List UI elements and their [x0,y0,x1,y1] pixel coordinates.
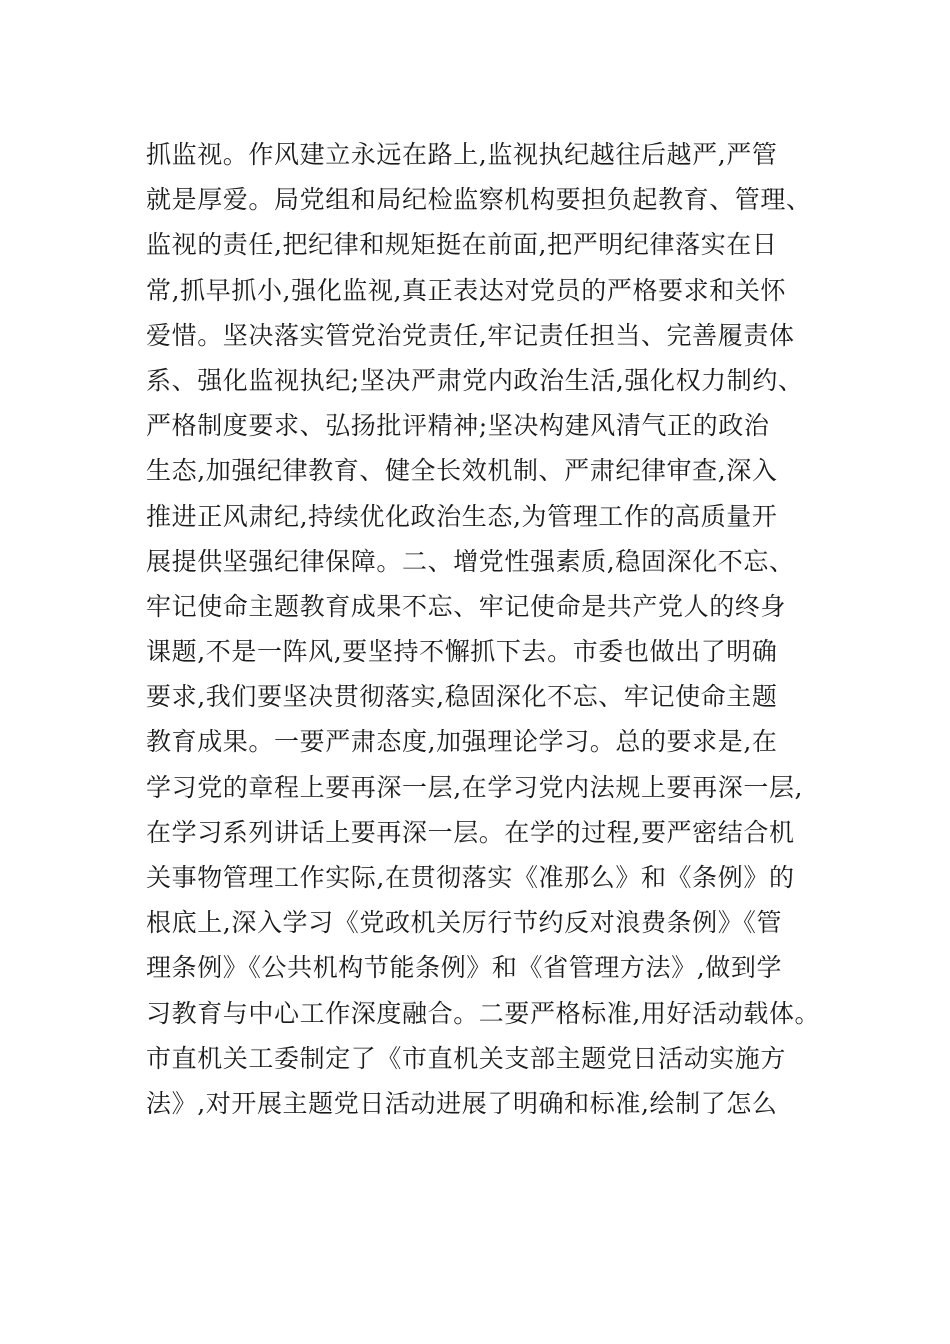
text-line: 根底上,深入学习《党政机关厉行节约反对浪费条例》《管 [146,908,783,938]
text-line: 学习党的章程上要再深一层,在学习党内法规上要再深一层, [146,772,804,802]
text-line: 系、强化监视执纪;坚决严肃党内政治生活,强化权力制约、 [146,365,804,395]
text-line: 抓监视。作风建立永远在路上,监视执纪越往后越严,严管 [146,140,778,169]
text-line: 习教育与中心工作深度融合。二要严格标准,用好活动载体。 [146,998,821,1028]
text-line: 爱惜。坚决落实管党治党责任,牢记责任担当、完善履责体 [146,320,795,350]
text-line: 推进正风肃纪,持续优化政治生态,为管理工作的高质量开 [146,501,778,531]
text-line: 教育成果。一要严肃态度,加强理论学习。总的要求是,在 [146,727,778,757]
text-line: 市直机关工委制定了《市直机关支部主题党日活动实施方 [146,1043,787,1073]
text-line: 课题,不是一阵风,要坚持不懈抓下去。市委也做出了明确 [146,637,778,667]
text-line: 理条例》《公共机构节能条例》和《省管理方法》,做到学 [146,953,783,983]
text-line: 生态,加强纪律教育、健全长效机制、严肃纪律审查,深入 [146,456,778,486]
text-line: 常,抓早抓小,强化监视,真正表达对党员的严格要求和关怀 [146,275,787,305]
text-line: 监视的责任,把纪律和规矩挺在前面,把严明纪律落实在日 [146,230,778,260]
text-line: 牢记使命主题教育成果不忘、牢记使命是共产党人的终身 [146,591,787,621]
text-line: 就是厚爱。局党组和局纪检监察机构要担负起教育、管理、 [146,185,812,215]
text-line: 在学习系列讲话上要再深一层。在学的过程,要严密结合机 [146,817,795,847]
text-line: 要求,我们要坚决贯彻落实,稳固深化不忘、牢记使命主题 [146,682,778,712]
text-line: 展提供坚强纪律保障。二、增党性强素质,稳固深化不忘、 [146,546,795,576]
text-line: 关事物管理工作实际,在贯彻落实《准那么》和《条例》的 [146,863,795,892]
body-text [146,132,826,1126]
text-line: 严格制度要求、弘扬批评精神;坚决构建风清气正的政治 [146,411,770,441]
text-line: 法》,对开展主题党日活动进展了明确和标准,绘制了怎么 [146,1088,778,1118]
